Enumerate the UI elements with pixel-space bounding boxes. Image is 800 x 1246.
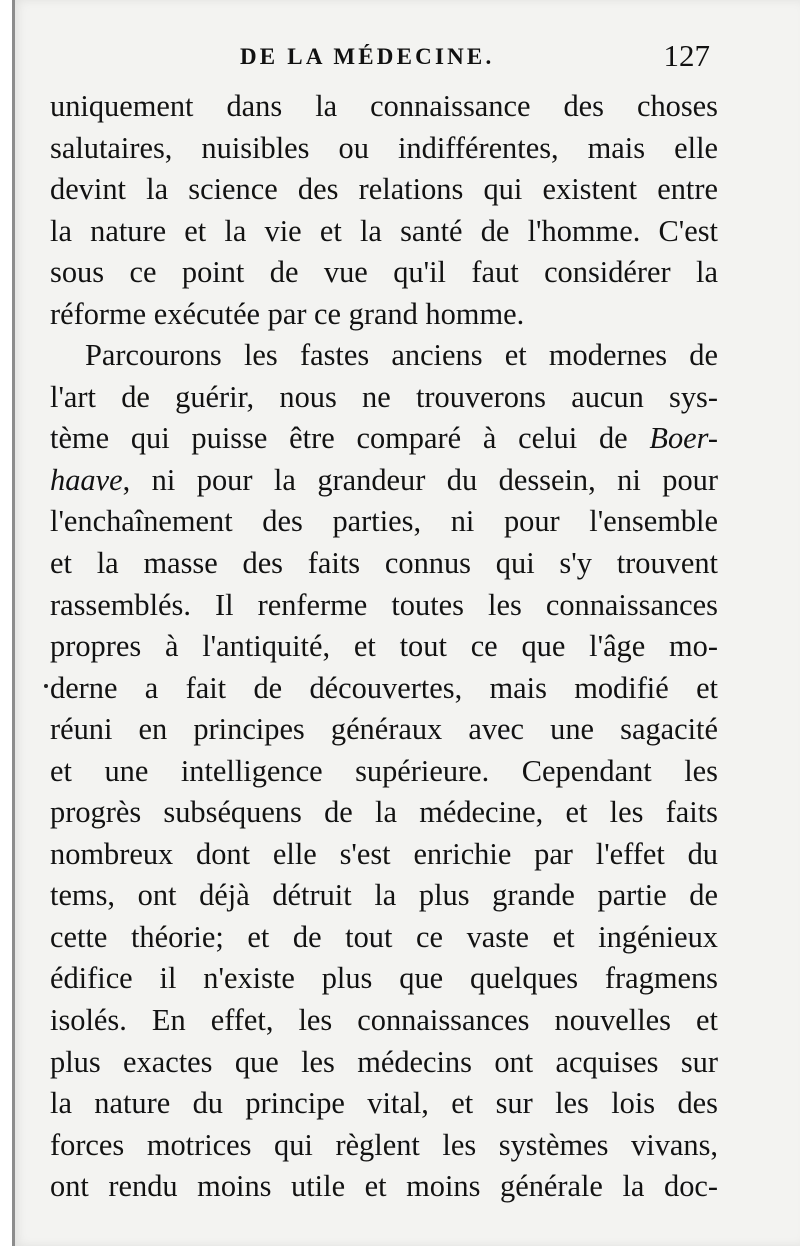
- text-line: forces motrices qui règlent les systèmes vivans,: [50, 1127, 718, 1162]
- text-line: [50, 460, 718, 502]
- text-line: et la masse des faits connus qui s'y trouvent: [50, 546, 718, 581]
- text-line: réforme exécutée par ce grand homme.: [50, 296, 525, 331]
- page-number: 127: [663, 38, 710, 73]
- text-line: rassemblés. Il renferme toutes les connaissances: [50, 587, 718, 622]
- text-line: édifice il n'existe plus que quelques fragmens: [50, 961, 718, 996]
- text-line: [50, 418, 718, 460]
- text-line: salutaires, nuisibles ou indifférentes, mais elle: [50, 130, 718, 165]
- book-page: [12, 0, 800, 1246]
- text-line: cette théorie; et de tout ce vaste et ingénieux: [50, 919, 718, 954]
- body-text: [50, 86, 718, 1208]
- text-run: tème qui puisse être comparé à celui de: [50, 421, 650, 456]
- running-title: DE LA MÉDECINE.: [240, 44, 495, 69]
- text-line: ont rendu moins utile et moins générale la doc-: [50, 1169, 718, 1204]
- italic-name: Boer-: [649, 421, 718, 456]
- text-line: nombreux dont elle s'est enrichie par l'effet du: [50, 836, 718, 871]
- text-line: progrès subséquens de la médecine, et les faits: [50, 795, 718, 830]
- text-line: derne a fait de découvertes, mais modifié et: [50, 670, 718, 705]
- text-line: propres à l'antiquité, et tout ce que l'âge mo-: [50, 629, 718, 664]
- text-line: réuni en principes généraux avec une sagacité: [50, 712, 718, 747]
- text-line: plus exactes que les médecins ont acquises sur: [50, 1044, 718, 1079]
- page-header: [52, 36, 710, 86]
- text-line: l'enchaînement des parties, ni pour l'ensemble: [50, 504, 718, 539]
- text-line: sous ce point de vue qu'il faut considérer la: [50, 255, 718, 290]
- text-line: la nature et la vie et la santé de l'homme. C'est: [50, 213, 718, 248]
- text-line: tems, ont déjà détruit la plus grande partie de: [50, 878, 718, 913]
- text-line: Parcourons les fastes anciens et modernes de: [85, 338, 718, 373]
- ink-speck: [44, 684, 48, 688]
- text-line: uniquement dans la connaissance des choses: [50, 89, 718, 123]
- text-line: et une intelligence supérieure. Cependant les: [50, 753, 718, 788]
- italic-name: haave: [50, 462, 123, 497]
- text-line: la nature du principe vital, et sur les lois des: [50, 1086, 718, 1121]
- text-line: devint la science des relations qui existent entre: [50, 172, 718, 207]
- text-line: l'art de guérir, nous ne trouverons aucun sys-: [50, 379, 718, 414]
- text-run: , ni pour la grandeur du dessein, ni pour: [122, 462, 718, 497]
- text-line: isolés. En effet, les connaissances nouvelles et: [50, 1003, 718, 1038]
